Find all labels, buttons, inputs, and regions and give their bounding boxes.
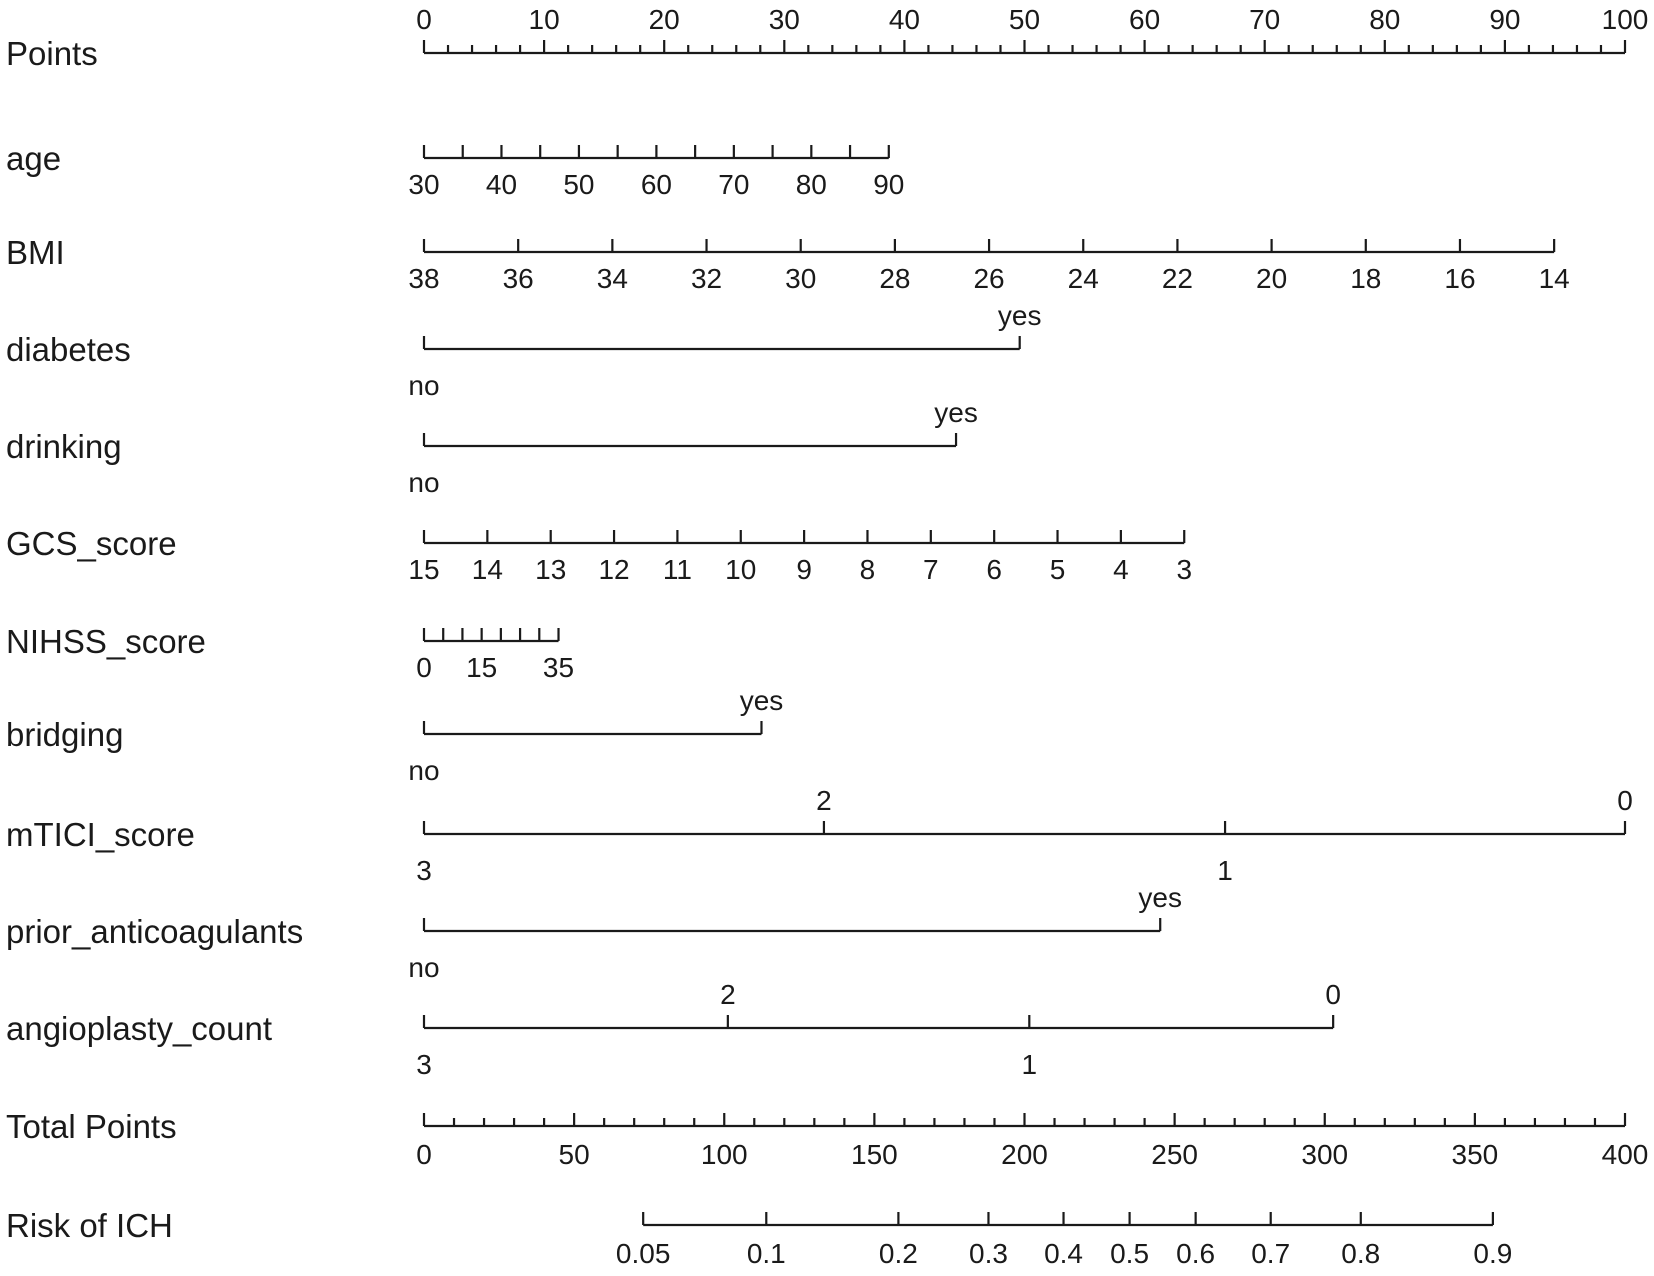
points-tick-label: 50 (1008, 4, 1041, 35)
points-tick-label: 40 (888, 4, 920, 35)
BMI-tick-label: 14 (1538, 263, 1570, 294)
drinking-level-label-no: no (408, 467, 440, 498)
points-tick-label: 20 (648, 4, 680, 35)
BMI-tick-label: 36 (502, 263, 534, 294)
BMI-tick-label: 32 (690, 263, 723, 294)
NIHSS_score-tick-label: 0 (416, 652, 432, 683)
GCS_score-tick-label: 15 (408, 554, 440, 585)
drinking-level-label-yes: yes (934, 397, 978, 428)
angioplasty_count-level-label-3: 3 (416, 1049, 432, 1080)
total-points-tick-label: 0 (416, 1139, 432, 1170)
diabetes-level-label-yes: yes (997, 300, 1042, 331)
mTICI_score-level-label-3: 3 (416, 855, 432, 886)
risk-tick-label: 0.9 (1473, 1238, 1513, 1269)
predictor-label-mTICI_score: mTICI_score (6, 816, 195, 853)
GCS_score-tick-label: 3 (1176, 554, 1193, 585)
GCS_score-tick-label: 9 (796, 554, 812, 585)
BMI-tick-label: 16 (1444, 263, 1476, 294)
GCS_score-tick-label: 13 (535, 554, 567, 585)
mTICI_score-level-label-1: 1 (1217, 855, 1233, 886)
predictor-label-angioplasty_count: angioplasty_count (6, 1010, 273, 1047)
prior_anticoagulants-level-label-yes: yes (1138, 882, 1183, 913)
GCS_score-tick-label: 6 (986, 554, 1002, 585)
points-tick-label: 80 (1369, 4, 1401, 35)
GCS_score-tick-label: 7 (923, 554, 939, 585)
bridging-level-label-yes: yes (739, 685, 784, 716)
BMI-tick-label: 28 (879, 263, 911, 294)
predictor-label-GCS_score: GCS_score (6, 525, 177, 562)
points-tick-label: 0 (416, 4, 432, 35)
points-tick-label: 10 (528, 4, 560, 35)
predictor-label-drinking: drinking (6, 428, 122, 465)
points-row-label: Points (6, 35, 98, 72)
BMI-tick-label: 20 (1256, 263, 1288, 294)
GCS_score-tick-label: 14 (471, 554, 503, 585)
risk-tick-label: 0.6 (1176, 1238, 1216, 1269)
age-tick-label: 60 (640, 169, 672, 200)
GCS_score-tick-label: 4 (1113, 554, 1129, 585)
risk-tick-label: 0.2 (878, 1238, 918, 1269)
mTICI_score-level-label-2: 2 (816, 785, 832, 816)
risk-tick-label: 0.05 (615, 1238, 671, 1269)
GCS_score-tick-label: 8 (859, 554, 876, 585)
predictor-label-bridging: bridging (6, 716, 124, 753)
BMI-tick-label: 38 (408, 263, 440, 294)
predictor-label-age: age (6, 140, 62, 177)
age-tick-label: 80 (795, 169, 827, 200)
bridging-level-label-no: no (408, 755, 440, 786)
risk-tick-label: 0.3 (969, 1238, 1008, 1269)
total-points-tick-label: 350 (1451, 1139, 1499, 1170)
points-tick-label: 30 (768, 4, 800, 35)
total-points-row-label: Total Points (6, 1108, 177, 1145)
predictor-label-prior_anticoagulants: prior_anticoagulants (6, 913, 304, 950)
total-points-tick-label: 300 (1301, 1139, 1349, 1170)
risk-tick-label: 0.7 (1251, 1238, 1291, 1269)
risk-tick-label: 0.1 (746, 1238, 786, 1269)
predictor-label-NIHSS_score: NIHSS_score (6, 623, 206, 660)
BMI-tick-label: 30 (785, 263, 817, 294)
total-points-tick-label: 200 (1001, 1139, 1048, 1170)
BMI-tick-label: 34 (596, 263, 628, 294)
total-points-tick-label: 150 (851, 1139, 898, 1170)
angioplasty_count-level-label-2: 2 (720, 979, 736, 1010)
total-points-tick-label: 250 (1151, 1139, 1198, 1170)
predictor-label-BMI: BMI (6, 234, 65, 271)
total-points-tick-label: 50 (558, 1139, 590, 1170)
points-tick-label: 60 (1129, 4, 1161, 35)
NIHSS_score-tick-label: 15 (466, 652, 498, 683)
BMI-tick-label: 24 (1067, 263, 1099, 294)
risk-tick-label: 0.8 (1341, 1238, 1381, 1269)
angioplasty_count-level-label-1: 1 (1021, 1049, 1038, 1080)
BMI-tick-label: 22 (1161, 263, 1194, 294)
age-tick-label: 50 (563, 169, 595, 200)
GCS_score-tick-label: 5 (1049, 554, 1066, 585)
age-tick-label: 30 (408, 169, 440, 200)
angioplasty_count-level-label-0: 0 (1325, 979, 1341, 1010)
mTICI_score-level-label-0: 0 (1617, 785, 1633, 816)
points-tick-label: 100 (1601, 4, 1649, 35)
BMI-tick-label: 18 (1350, 263, 1382, 294)
diabetes-level-label-no: no (408, 370, 440, 401)
predictor-label-diabetes: diabetes (6, 331, 131, 368)
GCS_score-tick-label: 11 (662, 554, 692, 585)
total-points-tick-label: 100 (700, 1139, 748, 1170)
age-tick-label: 40 (485, 169, 518, 200)
points-tick-label: 70 (1249, 4, 1281, 35)
prior_anticoagulants-level-label-no: no (408, 952, 440, 983)
total-points-tick-label: 400 (1601, 1139, 1649, 1170)
GCS_score-tick-label: 12 (598, 554, 630, 585)
age-tick-label: 70 (718, 169, 750, 200)
NIHSS_score-tick-label: 35 (542, 652, 575, 683)
BMI-tick-label: 26 (973, 263, 1005, 294)
risk-tick-label: 0.4 (1044, 1238, 1084, 1269)
age-tick-label: 90 (873, 169, 905, 200)
GCS_score-tick-label: 10 (725, 554, 757, 585)
risk-tick-label: 0.5 (1110, 1238, 1150, 1269)
points-tick-label: 90 (1489, 4, 1521, 35)
risk-row-label: Risk of ICH (6, 1207, 173, 1244)
